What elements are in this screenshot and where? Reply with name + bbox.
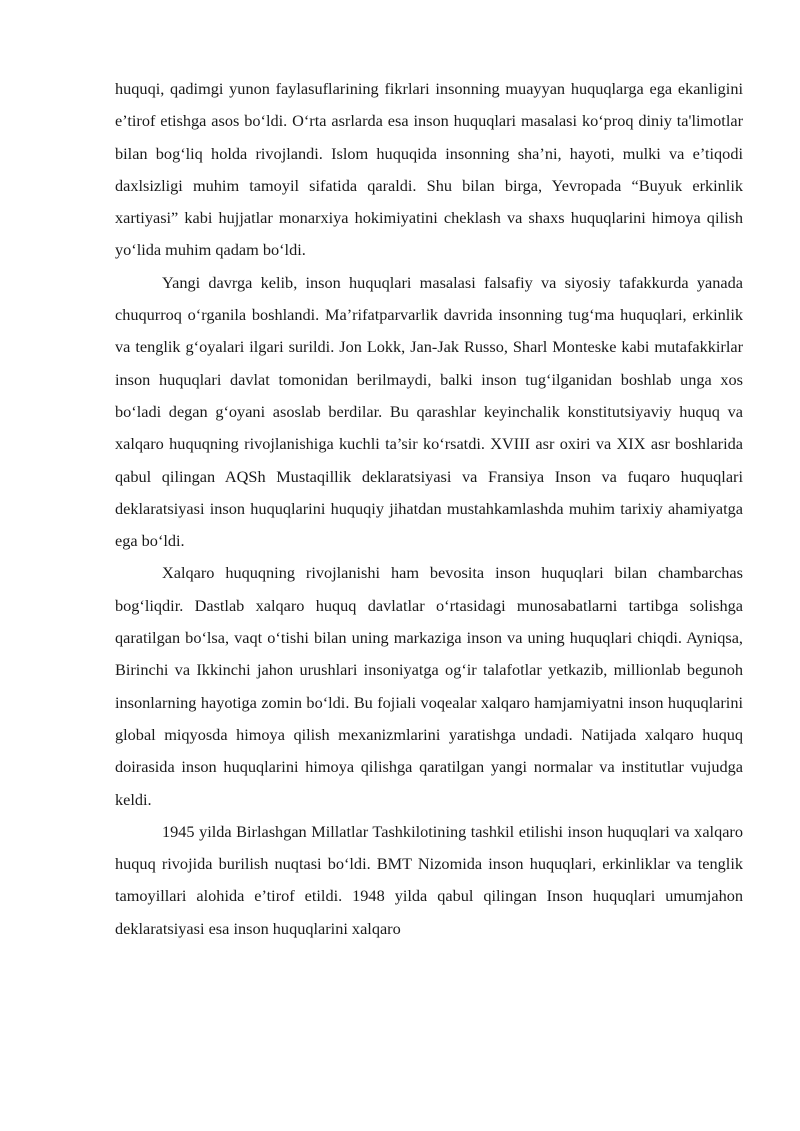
paragraph-modern-era: Yangi davrga kelib, inson huquqlari masalasi falsafiy va siyosiy tafakkurda yanada chuqurroq o‘rganila boshlandi. Ma’rifatparvarlik davrida insonning tug‘ma huquqlari, erkinlik va tenglik g‘oyalari ilgari surildi. Jon Lokk, Jan-Jak Russo, Sharl Monteske kabi mutafakkirlar inson huquqlari davlat tomonidan berilmaydi, balki inson tug‘ilganidan boshlab unga xos bo‘ladi degan g‘oyani asoslab berdilar. Bu qarashlar keyinchalik konstitutsiyaviy huquq va xalqaro huquqning rivojlanishiga kuchli ta’sir ko‘rsatdi. XVIII asr oxiri va XIX asr boshlarida qabul qilingan AQSh Mustaqillik deklaratsiyasi va Fransiya Inson va fuqaro huquqlari deklaratsiyasi inson huquqlarini huquqiy jihatdan mustahkamlashda muhim tarixiy ahamiyatga ega bo‘ldi. [115,272,743,551]
paragraph-continuation: huquqi, qadimgi yunon faylasuflarining fikrlari insonning muayyan huquqlarga ega ekanligini e’tirof etishga asos bo‘ldi. O‘rta asrlarda esa inson huquqlari masalasi ko‘proq diniy ta'limotlar bilan bog‘liq holda rivojlandi. Islom huquqida insonning sha’ni, hayoti, mulki va e’tiqodi daxlsizligi muhim tamoyil sifatida qaraldi. Shu bilan birga, Yevropada “Buyuk erkinlik xartiyasi” kabi hujjatlar monarxiya hokimiyatini cheklash va shaxs huquqlarini himoya qilish yo‘lida muhim qadam bo‘ldi. [115,79,743,260]
paragraph-international-law: Xalqaro huquqning rivojlanishi ham bevosita inson huquqlari bilan chambarchas bog‘liqdir. Dastlab xalqaro huquq davlatlar o‘rtasidagi munosabatlarni tartibga solishga qaratilgan bo‘lsa, vaqt o‘tishi bilan uning markaziga inson va uning huquqlari chiqdi. Ayniqsa, Birinchi va Ikkinchi jahon urushlari insoniyatga og‘ir talafotlar yetkazib, millionlab begunoh insonlarning hayotiga zomin bo‘ldi. Bu fojiali voqealar xalqaro hamjamiyatni inson huquqlarini global miqyosda himoya qilish mexanizmlarini yaratishga undadi. Natijada xalqaro huquq doirasida inson huquqlarini himoya qilishga qaratilgan yangi normalar va institutlar vujudga keldi. [115,563,743,809]
document-page [115,73,743,945]
paragraph-un-founding: 1945 yilda Birlashgan Millatlar Tashkilotining tashkil etilishi inson huquqlari va xalqaro huquq rivojida burilish nuqtasi bo‘ldi. BMT Nizomida inson huquqlari, erkinliklar va tenglik tamoyillari alohida e’tirof etildi. 1948 yilda qabul qilingan Inson huquqlari umumjahon deklaratsiyasi esa inson huquqlarini xalqaro [115,821,743,938]
